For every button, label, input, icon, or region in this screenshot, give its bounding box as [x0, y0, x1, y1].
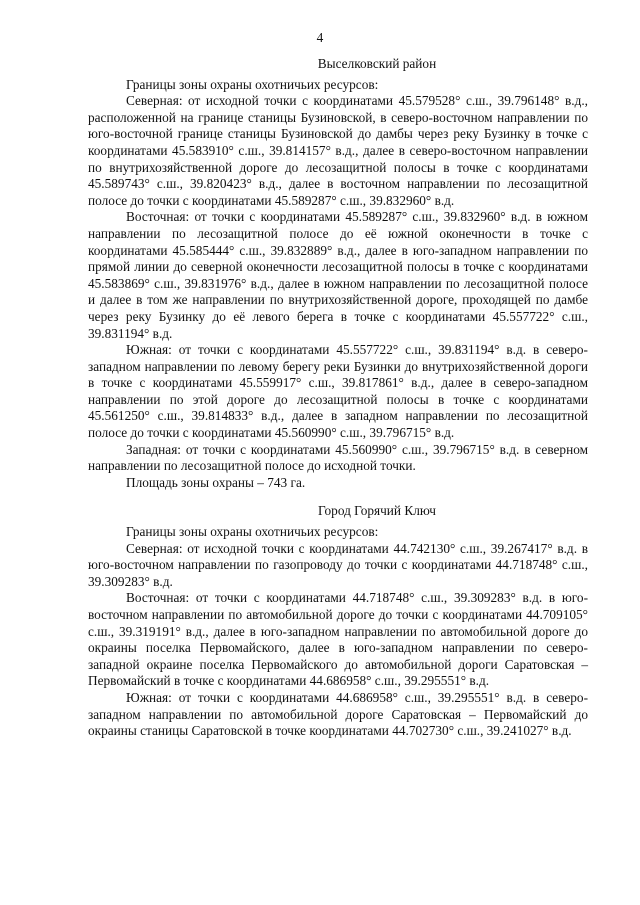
boundary-paragraph-east: Восточная: от точки с координатами 45.589287° с.ш., 39.832960° в.д. в южном направлении по лесозащитной полосе до её южной оконечности в точке с координатами 45.585444° с.ш., 39.832889° в.д., далее в юго-западном направлении по прямой линии до северной оконечности лесозащитной полосы в точке с координатами 45.583869° с.ш., 39.831976° в.д., далее в южном направлении по лесозащитной полосе и далее в том же направлении по внутрихозяйственной дороге, проходящей по дамбе через реку Бузинку до её левого берега в точке с координатами 45.557722° с.ш., 39.831194° в.д.	[88, 209, 588, 341]
page-content	[88, 56, 588, 740]
section-title: Выселковский район	[317, 56, 437, 71]
section-intro: Границы зоны охраны охотничьих ресурсов:	[126, 76, 379, 92]
boundary-paragraph-west: Западная: от точки с координатами 45.560990° с.ш., 39.796715° в.д. в северном направлении по лесозащитной полосе до исходной точки.	[88, 441, 588, 474]
boundary-paragraph-north: Северная: от исходной точки с координатами 45.579528° с.ш., 39.796148° в.д., расположенной на границе станицы Бузиновской, в северо-восточном направлении по юго-восточной границе станицы Бузиновской до дамбы через реку Бузинку в точке с координатами 45.583910° с.ш., 39.814157° в.д., далее в северо-восточном направлении по внутрихозяйственной дороге до лесозащитной полосы в точке с координатами 45.589743° с.ш., 39.820423° в.д., далее в восточном направлении по лесозащитной полосе до точки с координатами 45.589287° с.ш., 39.832960° в.д.	[88, 93, 588, 208]
boundary-paragraph-south: Южная: от точки с координатами 45.557722° с.ш., 39.831194° в.д. в северо-западном направлении по левому берегу реки Бузинки до внутрихозяйственной дороги в точке с координатами 45.559917° с.ш., 39.817861° в.д., далее в северо-западном направлении по этой дороге до лесозащитной полосы в точке с координатами 45.561250° с.ш., 39.814833° в.д., далее в западном направлении по лесозащитной полосе до точки с координатами 45.560990° с.ш., 39.796715° в.д.	[88, 342, 588, 441]
area-statement: Площадь зоны охраны – 743 га.	[126, 474, 306, 490]
boundary-paragraph-north: Северная: от исходной точки с координатами 44.742130° с.ш., 39.267417° в.д. в юго-восточном направлении по газопроводу до точки с координатами 44.718748° с.ш., 39.309283° в.д.	[88, 540, 588, 589]
section-intro: Границы зоны охраны охотничьих ресурсов:	[126, 524, 379, 540]
boundary-paragraph-south: Южная: от точки с координатами 44.686958° с.ш., 39.295551° в.д. в северо-западном направлении по автомобильной дороге Саратовская – Первомайский до окраины станицы Саратовской в точке координатами 44.702730° с.ш., 39.241027° в.д.	[88, 689, 588, 739]
boundary-paragraph-east: Восточная: от точки с координатами 44.718748° с.ш., 39.309283° в.д. в юго-восточном направлении по автомобильной дороге до точки с координатами 44.709105° с.ш., 39.319191° в.д., далее в юго-западном направлении по автомобильной дороге до окраины поселка Первомайского, далее в юго-западном направлении по северо-западной окраине поселка Первомайского до автомобильной дороги Саратовская – Первомайский в точке с координатами 44.686958° с.ш., 39.295551° в.д.	[88, 590, 588, 689]
section-title: Город Горячий Ключ	[318, 503, 436, 519]
page-number: 4	[316, 30, 324, 45]
